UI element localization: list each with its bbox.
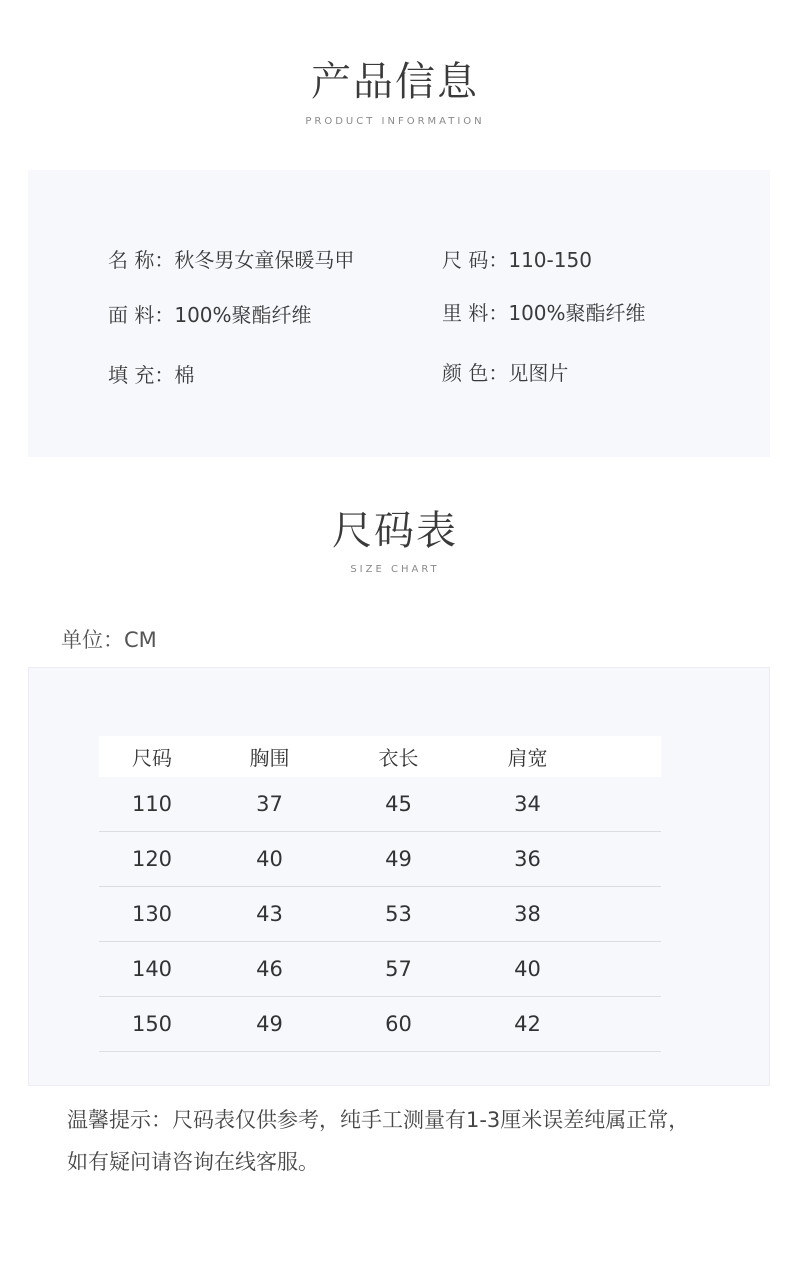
table-row (99, 887, 661, 942)
cell-chest: 46 (256, 957, 283, 981)
cell-size: 150 (131, 1012, 173, 1036)
cell-shoulder: 40 (514, 957, 541, 981)
size-chart-subtitle: SIZE CHART (350, 564, 440, 575)
size-chart-panel (28, 667, 770, 1086)
info-field-color (442, 357, 568, 386)
cell-chest: 43 (256, 902, 283, 926)
cell-shoulder: 42 (514, 1012, 541, 1036)
note-line-2: 如有疑问请咨询在线客服。 (67, 1150, 319, 1174)
cell-length: 49 (385, 847, 412, 871)
info-label: 里 料： (442, 301, 509, 325)
table-row (99, 832, 661, 887)
table-row (99, 777, 661, 832)
info-label: 颜 色： (442, 361, 509, 385)
info-value: 100%聚酯纤维 (508, 301, 646, 325)
product-info-title: 产品信息 (311, 59, 479, 105)
info-field-fabric (108, 299, 312, 328)
cell-length: 57 (385, 957, 412, 981)
header-length: 衣长 (378, 746, 419, 770)
cell-chest: 40 (256, 847, 283, 871)
info-value: 100%聚酯纤维 (174, 303, 312, 327)
table-row (99, 997, 661, 1052)
info-field-size (442, 244, 592, 273)
product-info-panel (28, 170, 770, 457)
info-field-name (108, 244, 354, 273)
cell-length: 45 (385, 792, 412, 816)
cell-chest: 37 (256, 792, 283, 816)
info-value: 110-150 (508, 248, 592, 272)
header-chest: 胸围 (249, 746, 290, 770)
cell-length: 60 (385, 1012, 412, 1036)
info-field-filling (108, 359, 194, 388)
cell-shoulder: 38 (514, 902, 541, 926)
cell-size: 140 (131, 957, 173, 981)
info-value: 棉 (174, 363, 195, 387)
info-label: 填 充： (108, 363, 175, 387)
info-value: 秋冬男女童保暖马甲 (174, 248, 355, 272)
header-size: 尺码 (132, 746, 172, 770)
cell-chest: 49 (256, 1012, 283, 1036)
cell-size: 110 (131, 792, 173, 816)
cell-length: 53 (385, 902, 412, 926)
info-field-lining (442, 297, 646, 326)
cell-shoulder: 36 (514, 847, 541, 871)
size-table (99, 736, 661, 1052)
info-value: 见图片 (508, 361, 569, 385)
cell-shoulder: 34 (514, 792, 541, 816)
cell-size: 120 (131, 847, 173, 871)
table-header (99, 736, 661, 777)
info-label: 面 料： (108, 303, 175, 327)
info-label: 名 称： (108, 248, 175, 272)
unit-label: 单位：CM (61, 628, 157, 652)
size-chart-title: 尺码表 (332, 508, 458, 554)
product-info-subtitle: PRODUCT INFORMATION (305, 116, 485, 127)
note-line-1: 温馨提示：尺码表仅供参考，纯手工测量有1-3厘米误差纯属正常， (67, 1108, 690, 1132)
info-label: 尺 码： (442, 248, 509, 272)
table-row (99, 942, 661, 997)
cell-size: 130 (131, 902, 173, 926)
header-shoulder: 肩宽 (507, 746, 548, 770)
